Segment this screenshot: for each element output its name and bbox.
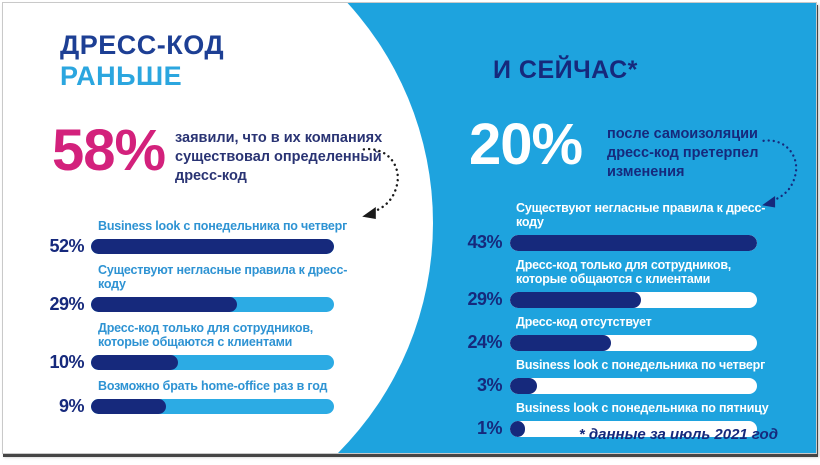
bar-label: Дресс-код отсутствует bbox=[516, 315, 652, 329]
bar-label: Business look с понедельника по четверг bbox=[516, 358, 766, 372]
bar-fill bbox=[91, 239, 334, 254]
right-headline-value: 20% bbox=[469, 112, 583, 177]
left-title-line1: ДРЕСС-КОД bbox=[60, 30, 225, 60]
left-headline-value: 58% bbox=[52, 118, 166, 183]
bar-track bbox=[91, 239, 334, 254]
bar-value: 9% bbox=[58, 396, 84, 416]
infographic-card bbox=[2, 2, 817, 454]
bar-track bbox=[510, 378, 757, 394]
chart-before bbox=[41, 219, 353, 423]
dotted-arrow-left-icon bbox=[359, 143, 407, 223]
bar-track bbox=[510, 235, 757, 251]
bar-value: 52% bbox=[49, 236, 84, 256]
bar-track bbox=[91, 297, 334, 312]
bar-value: 29% bbox=[467, 289, 502, 309]
bar-row bbox=[41, 321, 353, 373]
left-headline-text: заявили, что в их компаниях существовал определенный дресс-код bbox=[175, 130, 383, 184]
bar-fill bbox=[91, 355, 178, 370]
bar-label: Возможно брать home-office раз в год bbox=[98, 379, 328, 393]
left-title-line2: РАНЬШЕ bbox=[60, 61, 183, 92]
bar-row bbox=[458, 358, 788, 396]
bar-fill bbox=[510, 292, 641, 308]
bar-row bbox=[458, 201, 788, 253]
right-headline-text: после самоизоляции дресс-код претерпел изменения bbox=[607, 126, 759, 180]
bar-fill bbox=[91, 399, 166, 414]
bar-value: 29% bbox=[49, 294, 84, 314]
bar-fill bbox=[510, 421, 525, 437]
bar-value: 1% bbox=[476, 418, 502, 438]
footnote: * данные за июль 2021 год bbox=[578, 426, 778, 443]
bar-label: Существуют негласные правила к дресс-коду bbox=[98, 263, 348, 291]
bar-track bbox=[510, 292, 757, 308]
bar-row bbox=[41, 219, 353, 257]
bar-track bbox=[91, 399, 334, 414]
bar-value: 43% bbox=[467, 232, 502, 252]
bar-row bbox=[41, 379, 353, 417]
bar-row bbox=[458, 315, 788, 353]
bar-value: 3% bbox=[476, 375, 502, 395]
bar-fill bbox=[91, 297, 237, 312]
bar-track bbox=[91, 355, 334, 370]
bar-label: Business look с понедельника по четверг bbox=[98, 219, 348, 233]
bar-fill bbox=[510, 235, 757, 251]
bar-fill bbox=[510, 378, 537, 394]
bar-value: 10% bbox=[49, 352, 84, 372]
bar-value: 24% bbox=[467, 332, 502, 352]
bar-label: Существуют негласные правила к дресс-коду bbox=[516, 201, 766, 229]
bar-label: Дресс-код только для сотрудников, которые общаются с клиентами bbox=[98, 321, 314, 349]
bar-row bbox=[458, 258, 788, 310]
left-title bbox=[60, 30, 224, 93]
chart-now bbox=[458, 201, 788, 444]
bar-row bbox=[41, 263, 353, 315]
bar-label: Дресс-код только для сотрудников, которые общаются с клиентами bbox=[516, 258, 732, 286]
bar-label: Business look с понедельника по пятницу bbox=[516, 401, 769, 415]
bar-fill bbox=[510, 335, 611, 351]
bar-track bbox=[510, 335, 757, 351]
right-title: И СЕЙЧАС* bbox=[493, 56, 638, 84]
